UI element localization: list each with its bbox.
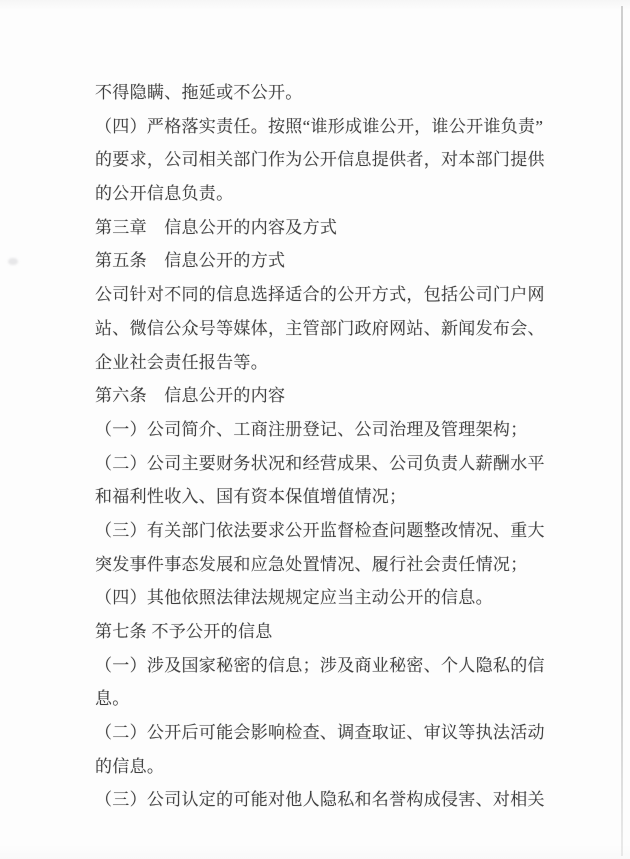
text-line: 的要求，公司相关部门作为公开信息提供者，对本部门提供 — [95, 150, 545, 170]
text-line: （二）公开后可能会影响检查、调查取证、审议等执法活动 — [95, 723, 545, 743]
text-line: （一）涉及国家秘密的信息；涉及商业秘密、个人隐私的信 — [95, 655, 545, 675]
text-line: 的公开信息负责。 — [95, 184, 234, 204]
text-line: （四）严格落实责任。按照“谁形成谁公开，谁公开谁负责” — [95, 116, 544, 136]
chapter-heading-line: 第三章 信息公开的内容及方式 — [95, 217, 338, 237]
text-line: （三）公司认定的可能对他人隐私和名誉构成侵害、对相关 — [95, 790, 545, 810]
article-heading-line: 第六条 信息公开的内容 — [95, 386, 286, 406]
text-line: 的信息。 — [95, 756, 165, 776]
text-line: 企业社会责任报告等。 — [95, 352, 268, 372]
article-heading-line: 第五条 信息公开的方式 — [95, 251, 286, 271]
scan-artifact — [8, 258, 18, 265]
scan-edge-line — [621, 6, 623, 856]
text-line: （一）公司简介、工商注册登记、公司治理及管理架构； — [95, 419, 528, 439]
text-line: 息。 — [95, 689, 130, 709]
text-line: 和福利性收入、国有资本保值增值情况； — [95, 487, 407, 507]
text-line: 突发事件事态发展和应急处置情况、履行社会责任情况； — [95, 554, 528, 574]
document-text-block — [95, 76, 565, 817]
text-line: 不得隐瞒、拖延或不公开。 — [95, 83, 303, 102]
text-line: （三）有关部门依法要求公开监督检查问题整改情况、重大 — [95, 520, 545, 540]
text-line: 公司针对不同的信息选择适合的公开方式，包括公司门户网 — [95, 285, 545, 305]
text-line: （四）其他依照法律法规规定应当主动公开的信息。 — [95, 588, 493, 608]
text-line: （二）公司主要财务状况和经营成果、公司负责人薪酬水平 — [95, 453, 545, 473]
text-line: 站、微信公众号等媒体，主管部门政府网站、新闻发布会、 — [95, 318, 545, 338]
article-heading-line: 第七条 不予公开的信息 — [95, 622, 273, 641]
